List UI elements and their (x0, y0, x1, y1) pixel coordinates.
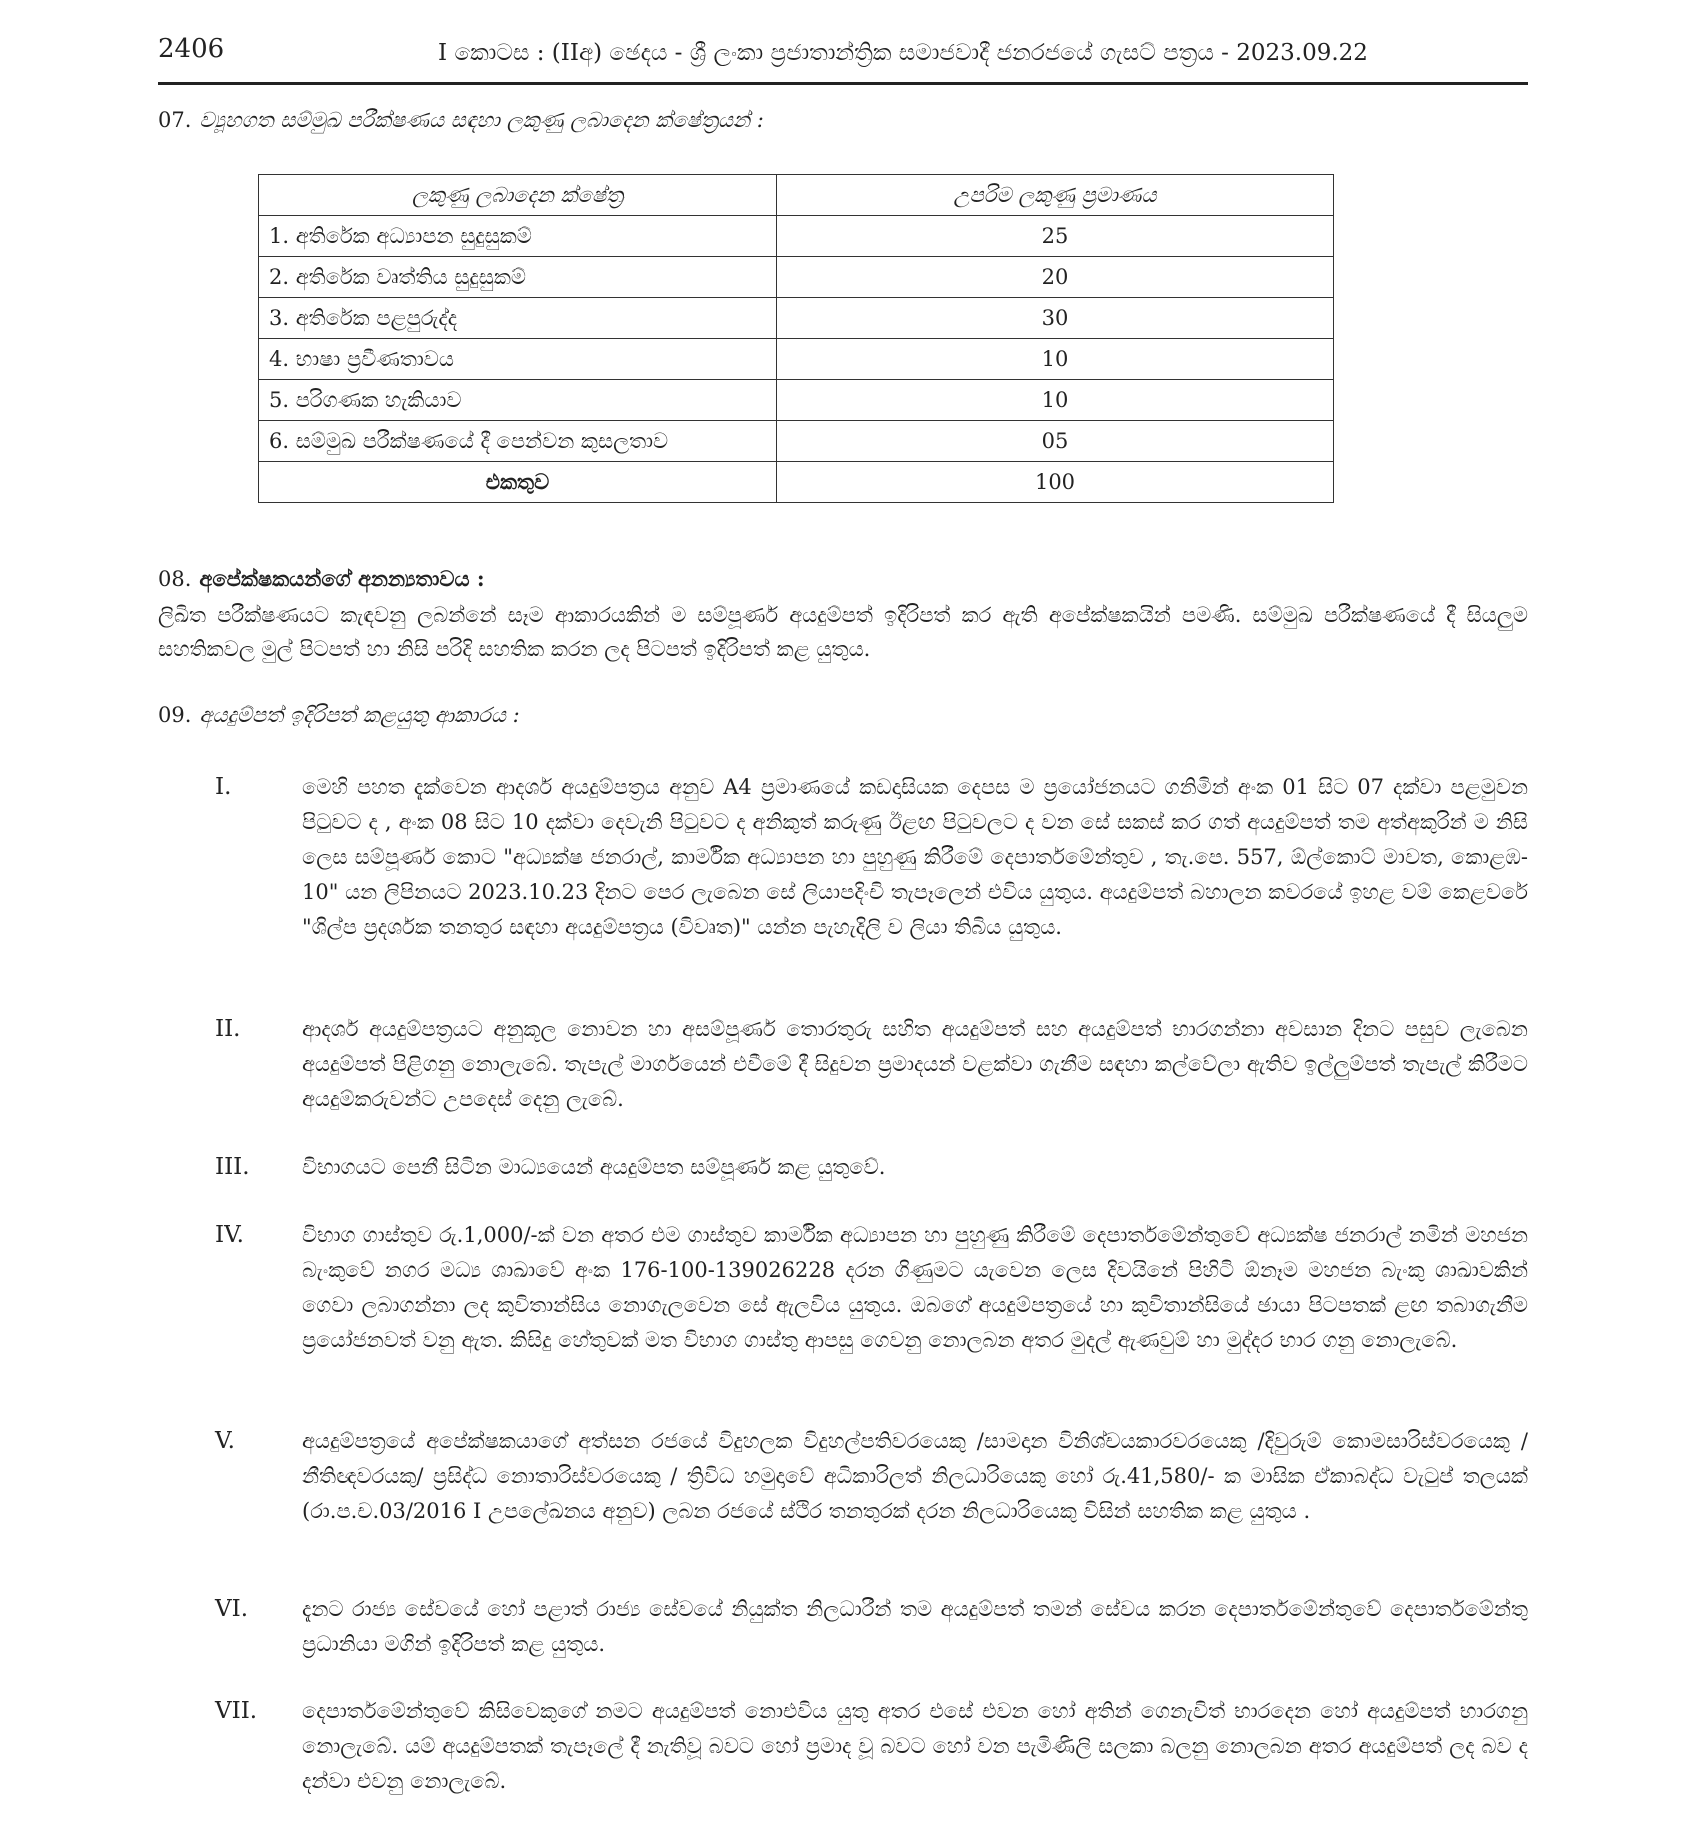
item-text: දැනට රාජ්‍ය සේවයේ හෝ පළාත් රාජ්‍ය සේවයේ නියුක්ත නිලධාරීන් තම අයදුම්පත් තමන් සේවය කරන දෙපාර්තමේන්තුවේ දෙපාර්තමේන්තු ප්‍රධානියා මගින් ඉදිරිපත් කළ යුතුය. (302, 1597, 1528, 1656)
table-total-row (259, 462, 1334, 503)
field-cell: 4. භාෂා ප්‍රවීණතාවය (259, 339, 777, 380)
field-cell: 1. අතිරේක අධ්‍යාපන සුදුසුකම් (259, 216, 777, 257)
section-title: ව්‍යූහගත සම්මුඛ පරීක්ෂණය සඳහා ලකුණු ලබාදෙන ක්ෂේත්‍රයන් : (199, 108, 764, 132)
section-08-text: ලිඛිත පරීක්ෂණයට කැඳවනු ලබන්නේ සෑම ආකාරයකින් ම සම්පූර්ණ අයදුම්පත් ඉදිරිපත් කර ඇති අපේක්ෂකයින් පමණි. සම්මුඛ පරීක්ෂණයේ දී සියලුම සහතිකවල මුල් පිටපත් හා නිසි පරිදි සහතික කරන ලද පිටපත් ඉදිරිපත් කළ යුතුය. (158, 603, 1528, 661)
item-numeral: II. (215, 1016, 241, 1042)
total-label: එකතුව (259, 462, 777, 503)
field-cell: 3. අතිරේක පළපුරුද්ද (259, 298, 777, 339)
item-text: දෙපාර්තමේන්තුවේ කිසිවෙකුගේ නමට අයදුම්පත් නොඑවිය යුතු අතර එසේ එවන හෝ අතින් ගෙනැවිත් භාරදෙන හෝ අයදුම්පත් භාරගනු නොලැබේ. යම් අයදුම්පතක් තැපෑලේ දී නැතිවූ බවට හෝ ප්‍රමාද වූ බවට හෝ වන පැමිණිලි සලකා බලනු නොලබන අතර අයදුම්පත් ලද බව ද දන්වා එවනු නොලැබේ. (302, 1699, 1528, 1793)
marks-cell: 25 (777, 216, 1334, 257)
column-header-field: ලකුණු ලබාදෙන ක්ෂේත්‍ර (259, 175, 777, 216)
running-title: I කොටස : (IIඅ) ඡෙදය - ශ්‍රී ලංකා ප්‍රජාතාන්ත්‍රික සමාජවාදී ජනරජයේ ගැසට් පත්‍රය - 2023.09.22 (438, 40, 1368, 66)
marks-table (258, 174, 1334, 503)
item-text: විභාගයට පෙනී සිටින මාධ්‍යයෙන් අයදුම්පත සම්පූර්ණ කළ යුතුවේ. (302, 1155, 886, 1179)
marks-cell: 10 (777, 339, 1334, 380)
table-row (259, 298, 1334, 339)
item-text: අයදුම්පත්‍රයේ අපේක්ෂකයාගේ අත්සන රජයේ විදුහලක විදුහල්පතිවරයෙකු /සාමදාන විනිශ්චයකාරවරයෙකු /දිවුරුම් කොමසාරිස්වරයෙකු /නීතිඥවරයකු/ ප්‍රසිද්ධ නොතාරිස්වරයෙකු / ත්‍රිවිධ හමුදාවේ අධිකාරිලත් නිලධාරියෙකු හෝ රු.41,580/- ක මාසික ඒකාබද්ධ වැටුප් තලයක් (රා.ප.ච.03/2016 I උපලේඛනය අනුව) ලබන රජයේ ස්ථිර තනතුරක් දරන නිලධාරියෙකු විසින් සහතික කළ යුතුය . (302, 1429, 1528, 1523)
total-value: 100 (777, 462, 1334, 503)
marks-cell: 10 (777, 380, 1334, 421)
page-number: 2406 (158, 34, 225, 64)
item-numeral: IV. (215, 1222, 244, 1248)
item-numeral: VII. (215, 1698, 258, 1724)
field-cell: 2. අතිරේක වෘත්තිය සුදුසුකම් (259, 257, 777, 298)
item-text: ආදර්ශ අයදුම්පත්‍රයට අනුකූල නොවන හා අසම්පූර්ණ තොරතුරු සහිත අයදුම්පත් සහ අයදුම්පත් භාරගන්නා අවසාන දිනට පසුව ලැබෙන අයදුම්පත් පිළිගනු නොලැබේ. තැපැල් මාර්ගයෙන් එවීමේ දී සිදුවන ප්‍රමාදයන් වළක්වා ගැනීම සඳහා කල්වේලා ඇතිව ඉල්ලුම්පත් තැපැල් කිරීමට අයදුම්කරුවන්ට උපදෙස් දෙනු ලැබේ. (302, 1017, 1528, 1111)
table-row (259, 216, 1334, 257)
marks-cell: 30 (777, 298, 1334, 339)
column-header-marks: උපරිම ලකුණු ප්‍රමාණය (777, 175, 1334, 216)
section-09-heading (158, 703, 520, 728)
marks-cell: 05 (777, 421, 1334, 462)
item-numeral: I. (215, 774, 232, 800)
item-text: මෙහි පහත දැක්වෙන ආදර්ශ අයදුම්පත්‍රය අනුව A4 ප්‍රමාණයේ කඩදාසියක දෙපස ම ප්‍රයෝජනයට ගනිමින් අංක 01 සිට 07 දක්වා පළමුවන පිටුවට ද , අංක 08 සිට 10 දක්වා දෙවැනි පිටුවට ද අනිකුත් කරුණු ඊළඟ පිටුවලට ද වන සේ සකස් කර ගත් අයදුම්පත් තම අත්අකුරින් ම නිසි ලෙස සම්පූර්ණ කොට "අධ්‍යක්ෂ ජනරාල්, කාර්මික අධ්‍යාපන හා පුහුණු කිරීමේ දෙපාර්තමේන්තුව , තැ.පෙ. 557, ඕල්කොට් මාවත, කොළඹ- 10" යන ලිපිනයට 2023.10.23 දිනට පෙර ලැබෙන සේ ලියාපදිංචි තැපෑලෙන් එවිය යුතුය. අයදුම්පත් බහාලන කවරයේ ඉහළ වම් කෙළවරේ "ශිල්ප ප්‍රදර්ශක තනතුර සඳහා අයදුම්පත්‍රය (විවෘත)" යන්න පැහැදිලි ව ලියා තිබිය යුතුය. (302, 775, 1528, 939)
item-numeral: V. (215, 1428, 235, 1454)
item-numeral: VI. (215, 1596, 249, 1622)
section-number: 09. (158, 703, 192, 727)
field-cell: 6. සම්මුඛ පරීක්ෂණයේ දී පෙන්වන කුසලතාව (259, 421, 777, 462)
item-numeral: III. (215, 1154, 250, 1180)
section-08-heading (158, 566, 485, 592)
table-row (259, 339, 1334, 380)
field-cell: 5. පරිගණක හැකියාව (259, 380, 777, 421)
table-header-row (259, 175, 1334, 216)
section-number: 08. (158, 567, 192, 591)
table-row (259, 380, 1334, 421)
section-title: අයදුම්පත් ඉදිරිපත් කළයුතු ආකාරය : (199, 703, 520, 727)
marks-cell: 20 (777, 257, 1334, 298)
item-text: විභාග ගාස්තුව රු.1,000/-ක් වන අතර එම ගාස්තුව කාර්මික අධ්‍යාපන හා පුහුණු කිරීමේ දෙපාර්තමේන්තුවේ අධ්‍යක්ෂ ජනරාල් නමින් මහජන බැංකුවේ නගර මධ්‍ය ශාඛාවේ අංක 176-100-139026228 දරන ගිණුමට යැවෙන ලෙස දිවයිනේ පිහිටි ඕනෑම මහජන බැංකු ශාඛාවකින් ගෙවා ලබාගන්නා ලද කුවිතාන්සිය නොගැලවෙන සේ ඇලවිය යුතුය. ඔබගේ අයදුම්පත්‍රයේ හා කුවිතාන්සියේ ඡායා පිටපතක් ළඟ තබාගැනීම ප්‍රයෝජනවත් වනු ඇත. කිසිදු හේතුවක් මත විභාග ගාස්තු ආපසු ගෙවනු නොලබන අතර මුදල් ඇණවුම් හා මුද්දර භාර ගනු නොලැබේ. (302, 1223, 1528, 1352)
page-header (158, 34, 1528, 84)
table-row (259, 421, 1334, 462)
header-rule (158, 82, 1528, 85)
section-07-heading (158, 108, 764, 133)
table-row (259, 257, 1334, 298)
section-title: අපේක්ෂකයන්ගේ අනන්‍යතාවය : (199, 566, 485, 591)
section-number: 07. (158, 108, 192, 132)
